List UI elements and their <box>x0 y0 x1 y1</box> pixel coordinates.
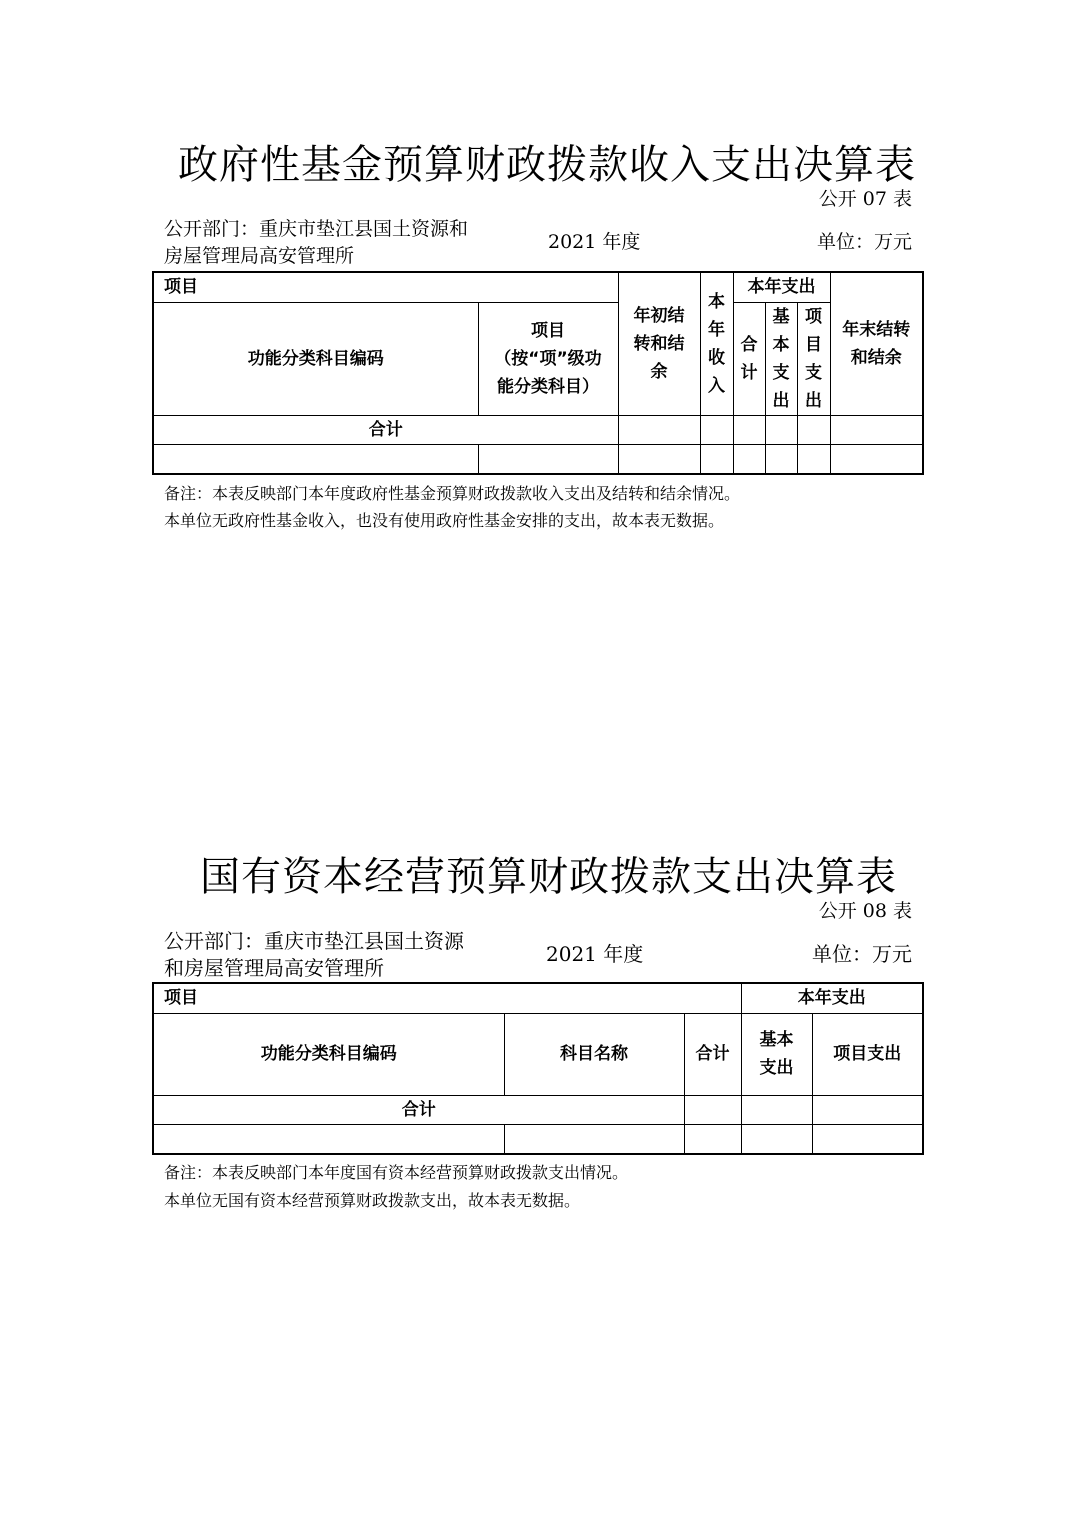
table08-note1: 备注：本表反映部门本年度国有资本经营预算财政拨款支出情况。 <box>164 1163 629 1182</box>
table08-title: 国有资本经营预算财政拨款支出决算表 <box>200 854 897 900</box>
table08-header-name: 科目名称 <box>504 1013 684 1095</box>
table07-header-end-balance: 年末结转和结余 <box>830 272 923 415</box>
table08-header-code: 功能分类科目编码 <box>153 1013 504 1095</box>
table08-cell <box>684 1095 741 1124</box>
table08 <box>152 982 924 1155</box>
table07-note2: 本单位无政府性基金收入，也没有使用政府性基金安排的支出，故本表无数据。 <box>164 511 725 530</box>
table08-department-line2: 和房屋管理局高安管理所 <box>164 956 384 980</box>
table07-cell <box>700 444 733 474</box>
table07-year: 2021 年度 <box>548 231 641 253</box>
table07-cell <box>765 415 797 444</box>
table07-cell <box>618 444 700 474</box>
table07-header-code: 功能分类科目编码 <box>153 302 478 415</box>
table07-department <box>164 216 468 270</box>
table08-form-number: 公开 08 表 <box>818 900 912 922</box>
table08-department-line1: 公开部门：重庆市垫江县国土资源 <box>164 929 464 953</box>
table07-header-total: 合计 <box>733 302 765 415</box>
table08-cell <box>812 1095 923 1124</box>
table07-cell <box>797 444 830 474</box>
table08-header-project: 项目支出 <box>812 1013 923 1095</box>
table07-note1: 备注：本表反映部门本年度政府性基金预算财政拨款收入支出及结转和结余情况。 <box>164 484 741 503</box>
table07-header-project: 项目支出 <box>797 302 830 415</box>
table07-header-expense: 本年支出 <box>733 272 830 302</box>
table08-header-basic: 基本支出 <box>741 1013 812 1095</box>
table07-cell <box>830 444 923 474</box>
table08-cell <box>741 1124 812 1154</box>
table07-department-line2: 房屋管理局高安管理所 <box>164 245 355 267</box>
table07-cell <box>478 444 618 474</box>
table07-cell <box>830 415 923 444</box>
table08-header-expense: 本年支出 <box>741 983 923 1013</box>
table08-cell <box>741 1095 812 1124</box>
table08-department <box>164 928 464 982</box>
table07-cell <box>797 415 830 444</box>
table07-cell <box>733 415 765 444</box>
table08-header-item: 项目 <box>153 983 741 1013</box>
table07-header-basic: 基本支出 <box>765 302 797 415</box>
table07-cell <box>700 415 733 444</box>
table07-unit: 单位：万元 <box>816 231 912 253</box>
table08-unit: 单位：万元 <box>812 942 912 966</box>
table07 <box>152 271 924 475</box>
table07-title: 政府性基金预算财政拨款收入支出决算表 <box>178 142 916 188</box>
table08-cell <box>812 1124 923 1154</box>
table08-total-label: 合计 <box>153 1095 684 1124</box>
table08-cell <box>684 1124 741 1154</box>
table08-note2: 本单位无国有资本经营预算财政拨款支出，故本表无数据。 <box>164 1191 581 1210</box>
table07-header-item: 项目 <box>153 272 618 302</box>
table07-header-income: 本年收入 <box>700 272 733 415</box>
table07-header-begin-balance: 年初结转和结余 <box>618 272 700 415</box>
table07-cell <box>153 444 478 474</box>
table07-form-number: 公开 07 表 <box>818 188 912 210</box>
table07-cell <box>733 444 765 474</box>
table08-cell <box>504 1124 684 1154</box>
table07-cell <box>765 444 797 474</box>
table07-department-line1: 公开部门：重庆市垫江县国土资源和 <box>164 218 469 240</box>
table07-total-label: 合计 <box>153 415 618 444</box>
table08-header-total: 合计 <box>684 1013 741 1095</box>
table08-year: 2021 年度 <box>546 942 644 966</box>
table08-cell <box>153 1124 504 1154</box>
table07-cell <box>618 415 700 444</box>
table07-header-item-by-class: 项目（按“项”级功能分类科目） <box>478 302 618 415</box>
